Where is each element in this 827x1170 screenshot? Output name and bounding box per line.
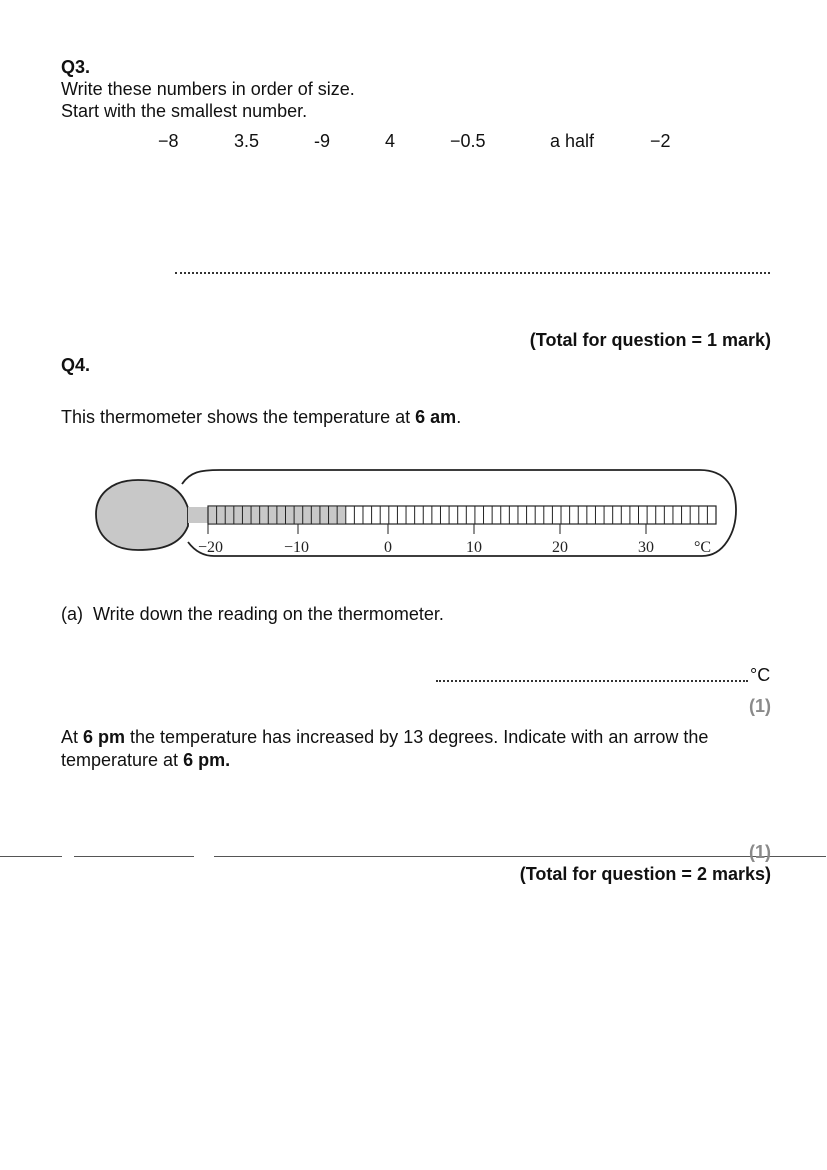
q4-intro-text: This thermometer shows the temperature at (61, 407, 416, 427)
scale-label: −10 (284, 539, 310, 556)
q4-b-time: 6 pm (83, 727, 126, 747)
scan-line (0, 856, 62, 857)
q4-b-text-2: the temperature has increased by 13 degrees. Indicate with an arrow the (125, 727, 709, 747)
number-item: a half (550, 131, 595, 151)
scan-line (74, 856, 194, 857)
scale-label: 10 (466, 539, 482, 556)
number-item: −8 (158, 131, 179, 151)
q3-total-marks: (Total for question = 1 mark) (529, 330, 771, 350)
q4-part-a-label: (a) (61, 604, 83, 624)
q4-a-answer-line[interactable] (436, 680, 748, 682)
unit-label: °C (750, 665, 771, 685)
thermometer (90, 462, 750, 566)
q3-instruction-2: Start with the smallest number. (61, 101, 308, 121)
q4-intro-time: 6 am (415, 407, 457, 427)
q4-b-text: At (61, 727, 84, 747)
q3-answer-line[interactable] (175, 272, 770, 274)
q3-instruction-1: Write these numbers in order of size. (61, 79, 355, 99)
q4-intro-end: . (456, 407, 462, 427)
q4-part-b-line-2 (61, 750, 230, 771)
scale-label: 20 (552, 539, 568, 556)
number-item: 3.5 (234, 131, 260, 151)
scan-line (214, 856, 826, 857)
q4-part-a (61, 604, 444, 625)
number-item: −0.5 (450, 131, 486, 151)
scale-label: −20 (198, 539, 224, 556)
number-item: -9 (314, 131, 331, 151)
scale-label: 0 (384, 539, 392, 556)
number-item: −2 (650, 131, 671, 151)
q4-b-text-3: temperature at (61, 750, 184, 770)
scale-label: °C (694, 539, 712, 556)
q4-part-b-line-1 (61, 727, 708, 748)
number-item: 4 (385, 131, 396, 151)
q4-b-mark: (1) (749, 842, 771, 862)
thermometer-bulb (96, 480, 188, 550)
q4-total-marks: (Total for question = 2 marks) (519, 864, 771, 884)
q4-intro (61, 407, 461, 428)
q3-label: Q3. (61, 57, 91, 77)
thermometer-liquid (188, 507, 345, 523)
q4-b-time-2: 6 pm. (183, 750, 231, 770)
q4-a-mark: (1) (749, 696, 771, 716)
q4-part-a-text: Write down the reading on the thermometer. (93, 604, 444, 624)
q4-label: Q4. (61, 355, 91, 375)
scale-label: 30 (638, 539, 654, 556)
